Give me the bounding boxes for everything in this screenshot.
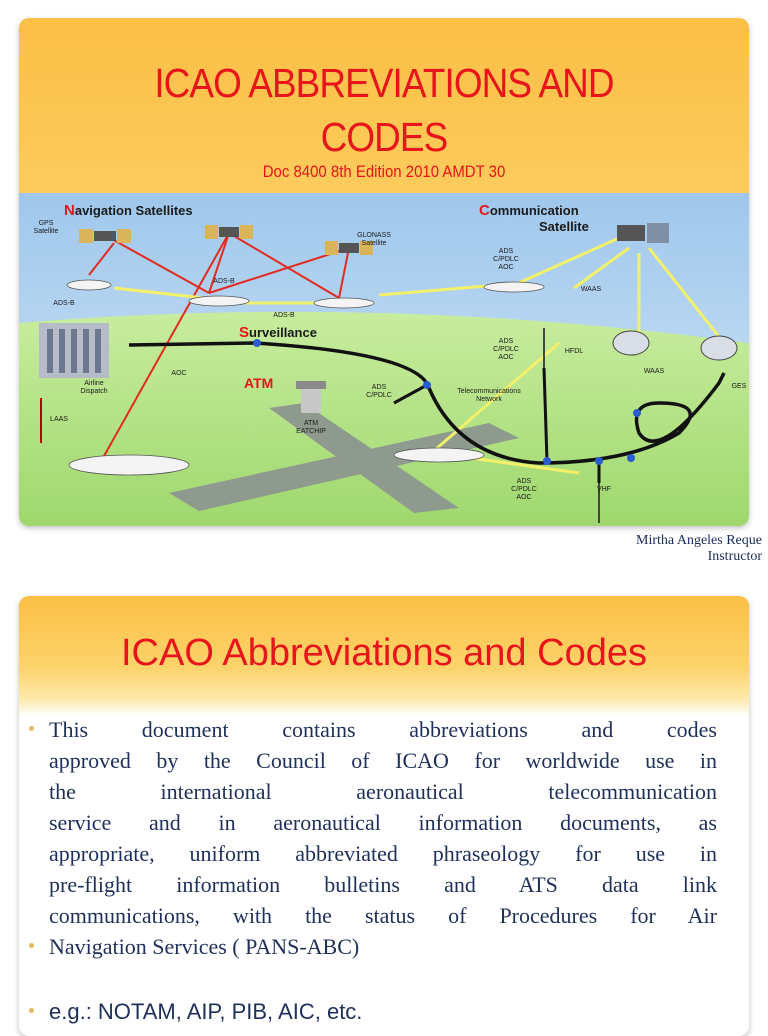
bullet-1-line: pre-flight information bulletins and ATS data link <box>49 872 717 897</box>
slide-title-line-2: CODES <box>320 114 448 160</box>
label-telecom-1: Telecommunications <box>457 388 521 395</box>
content-slide-title: ICAO Abbreviations and Codes <box>121 632 647 674</box>
label-ads-top-2: C/PDLC <box>493 256 519 263</box>
bullet-dot-icon <box>29 726 34 731</box>
slide-title-line-1: ICAO ABBREVIATIONS AND <box>154 60 614 106</box>
label-ads-left-1: ADS <box>371 384 387 391</box>
bullet-1-line: service and in aeronautical information documents, as <box>49 810 717 835</box>
label-aoc: AOC <box>171 370 187 377</box>
label-gps-2: Satellite <box>33 228 59 235</box>
presenter-name: Mirtha Angeles Reque <box>636 533 762 548</box>
bullet-dot-icon <box>29 1008 34 1013</box>
label-waas-2: WAAS <box>643 368 665 375</box>
slide-subtitle: Doc 8400 8th Edition 2010 AMDT 30 <box>262 162 506 181</box>
communication-satellite-icon <box>617 223 669 243</box>
bullet-1-line: approved by the Council of ICAO for worldwide use in <box>49 748 717 773</box>
label-atm-box-1: ATM <box>303 420 319 427</box>
bullet-3-text: e.g.: NOTAM, AIP, PIB, AIC, etc. <box>49 999 363 1024</box>
label-atm: ATM <box>244 375 274 391</box>
glonass-satellite-a-icon <box>205 225 253 239</box>
bullet-1-line: appropriate, uniform abbreviated phraseology for use in <box>49 841 717 866</box>
label-glonass-1: GLONASS <box>357 232 391 239</box>
label-ges: GES <box>731 383 747 390</box>
content-slide-body <box>49 714 717 1027</box>
label-ads-mid-3: AOC <box>498 354 514 361</box>
label-ads-left-2: C/PDLC <box>366 392 392 399</box>
label-navigation-satellites: Navigation Satellites <box>64 202 193 219</box>
bullet-1 <box>49 714 717 931</box>
label-adsb-1: ADS-B <box>53 300 75 307</box>
control-building <box>39 323 109 378</box>
bullet-dot-icon <box>29 943 34 948</box>
label-ads-mid-1: ADS <box>498 338 514 345</box>
presenter-role: Instructor <box>707 549 762 564</box>
label-surveillance: Surveillance <box>239 324 317 341</box>
label-ads-top-1: ADS <box>498 248 514 255</box>
label-glonass-2: Satellite <box>361 240 387 247</box>
label-ads-top-3: AOC <box>498 264 514 271</box>
label-hfdl: HFDL <box>564 348 584 355</box>
label-airline-2: Dispatch <box>80 388 108 395</box>
label-ads-bot-3: AOC <box>516 494 532 501</box>
label-atm-box-2: EATCHIP <box>296 428 326 435</box>
label-communication-line2: Satellite <box>539 219 589 234</box>
label-adsb-2: ADS-B <box>213 278 235 285</box>
bullet-1-line: This document contains abbreviations and codes <box>49 717 717 742</box>
title-slide <box>19 18 749 526</box>
bullet-2 <box>49 931 717 962</box>
bullet-1-line: the international aeronautical telecommunication <box>49 779 717 804</box>
label-gps-1: GPS <box>38 220 54 227</box>
label-laas: LAAS <box>50 416 68 423</box>
label-ads-mid-2: C/PDLC <box>493 346 519 353</box>
gps-satellite-icon <box>79 229 131 243</box>
content-slide <box>19 596 749 1036</box>
bullet-3 <box>49 996 717 1027</box>
label-airline-1: Airline <box>84 380 104 387</box>
label-communication: Communication <box>479 202 579 219</box>
label-vhf: VHF <box>597 486 611 493</box>
cns-atm-diagram <box>19 193 749 526</box>
presenter-credit <box>636 533 762 565</box>
slide-title <box>56 56 713 164</box>
bullet-1-line: communications, with the status of Procedures for Air <box>49 903 717 928</box>
label-telecom-2: Network <box>476 396 502 403</box>
label-waas-1: WAAS <box>580 286 602 293</box>
label-ads-bot-1: ADS <box>516 478 532 485</box>
label-adsb-3: ADS-B <box>273 312 295 319</box>
bullet-2-text: Navigation Services ( PANS-ABC) <box>49 934 360 959</box>
label-ads-bot-2: C/PDLC <box>511 486 537 493</box>
